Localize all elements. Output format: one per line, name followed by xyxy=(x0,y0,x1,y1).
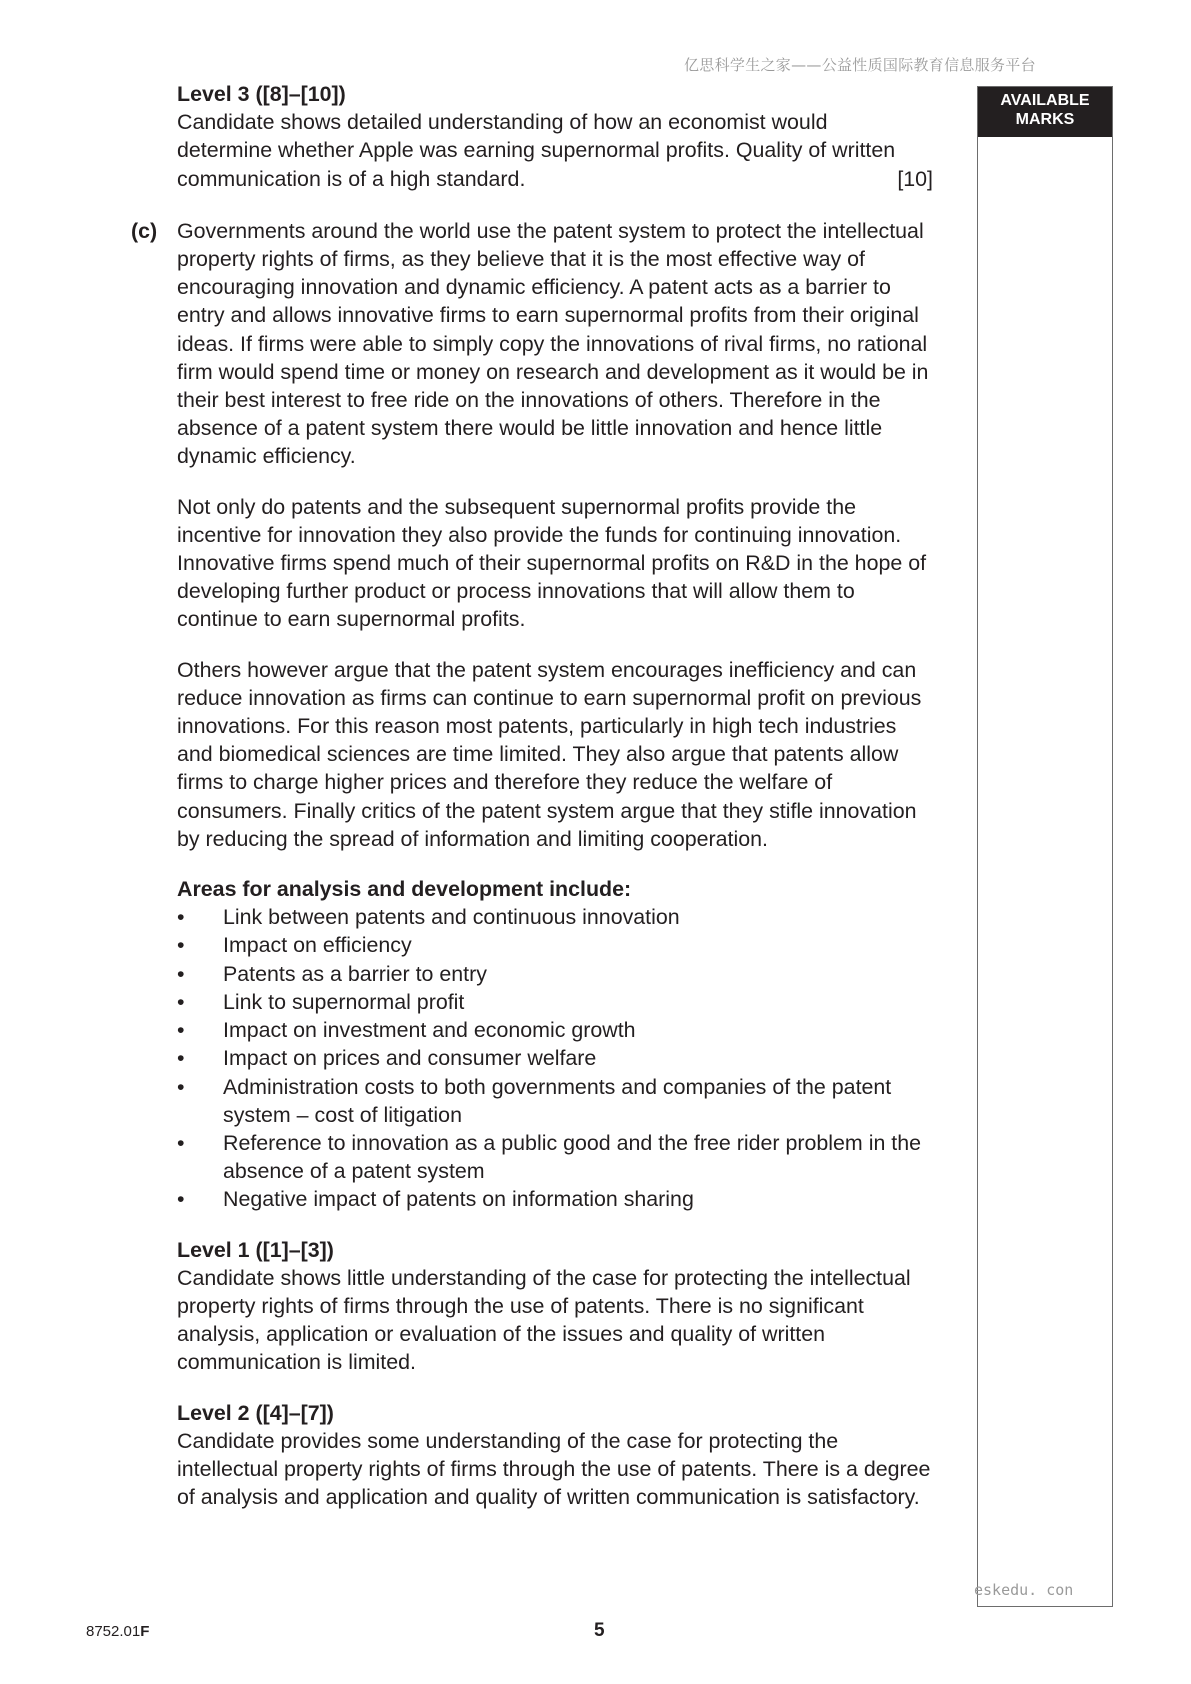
question-c xyxy=(131,217,933,1512)
level3-last-line xyxy=(177,165,933,193)
level3-mark: [10] xyxy=(897,166,933,191)
question-c-paragraph-3: Others however argue that the patent system encourages inefficiency and can reduce innovation as firms can continue to earn supernormal profit on previous innovations. For this reason most patents, particularly in high tech industries and biomedical sciences are time limited. They also argue that patents allow firms to charge higher prices and therefore they reduce the welfare of consumers. Finally critics of the patent system argue that they stifle innovation by reducing the spread of information and limiting cooperation. xyxy=(177,657,922,851)
list-item: • Impact on investment and economic growth xyxy=(177,1016,933,1044)
mark-scheme-content xyxy=(131,80,933,1511)
level2-body: Candidate provides some understanding of the case for protecting the intellectual property rights of firms through the use of patents. There is a degree of analysis and application and quality of written communication is satisfactory. xyxy=(177,1428,931,1510)
paper-code-number: 8752.01 xyxy=(86,1623,141,1640)
level3-line1: Candidate shows detailed understanding of how an economist would xyxy=(177,110,828,135)
available-marks-column xyxy=(977,86,1113,1607)
list-item: • Impact on prices and consumer welfare xyxy=(177,1044,933,1072)
paper-code-tier: F xyxy=(140,1623,150,1640)
question-c-label: (c) xyxy=(131,218,158,243)
watermark-header: 亿思科学生之家——公益性质国际教育信息服务平台 xyxy=(684,56,1036,74)
list-item: • Reference to innovation as a public good and the free rider problem in the absence of a patent system xyxy=(177,1129,933,1185)
question-c-paragraph-1: Governments around the world use the patent system to protect the intellectual property rights of firms, as they believe that it is the most effective way of encouraging innovation and dynamic efficiency. A patent acts as a barrier to entry and allows innovative firms to earn supernormal profits from their original ideas. If firms were able to simply copy the innovations of rival firms, no rational firm would spend time or money on research and development as it would be in their best interest to free ride on the innovations of others. Therefore in the absence of a patent system there would be little innovation and hence little dynamic efficiency. xyxy=(177,218,929,469)
list-item: • Impact on efficiency xyxy=(177,931,933,959)
level1-body: Candidate shows little understanding of the case for protecting the intellectual property rights of firms through the use of patents. There is no significant analysis, application or evaluation of the issues and quality of written communication is limited. xyxy=(177,1265,911,1375)
paper-code xyxy=(86,1623,149,1640)
question-c-paragraph-2: Not only do patents and the subsequent supernormal profits provide the incentive for innovation they also provide the funds for continuing innovation. Innovative firms spend much of their supernormal profits on R&D in the hope of developing further product or process innovations that will allow them to continue to earn supernormal profits. xyxy=(177,494,927,632)
marks-header-line2: MARKS xyxy=(1015,111,1075,128)
level3-line2: determine whether Apple was earning supernormal profits. Quality of written xyxy=(177,138,896,163)
level3-line3: communication is of a high standard. xyxy=(177,166,526,191)
list-item: • Link to supernormal profit xyxy=(177,988,933,1016)
list-item: • Patents as a barrier to entry xyxy=(177,960,933,988)
watermark-footer: eskedu. con xyxy=(974,1581,1074,1599)
available-marks-header xyxy=(978,87,1112,137)
level1-heading: Level 1 ([1]–[3]) xyxy=(177,1237,334,1262)
areas-list xyxy=(177,903,933,1213)
list-item: • Administration costs to both governments and companies of the patent system – cost of litigation xyxy=(177,1073,933,1129)
areas-heading: Areas for analysis and development include: xyxy=(177,877,632,902)
page-number: 5 xyxy=(594,1620,605,1641)
marks-header-line1: AVAILABLE xyxy=(1000,92,1090,109)
list-item: • Link between patents and continuous innovation xyxy=(177,903,933,931)
list-item: • Negative impact of patents on information sharing xyxy=(177,1185,933,1213)
level2-heading: Level 2 ([4]–[7]) xyxy=(177,1400,334,1425)
level3-heading: Level 3 ([8]–[10]) xyxy=(177,82,346,106)
